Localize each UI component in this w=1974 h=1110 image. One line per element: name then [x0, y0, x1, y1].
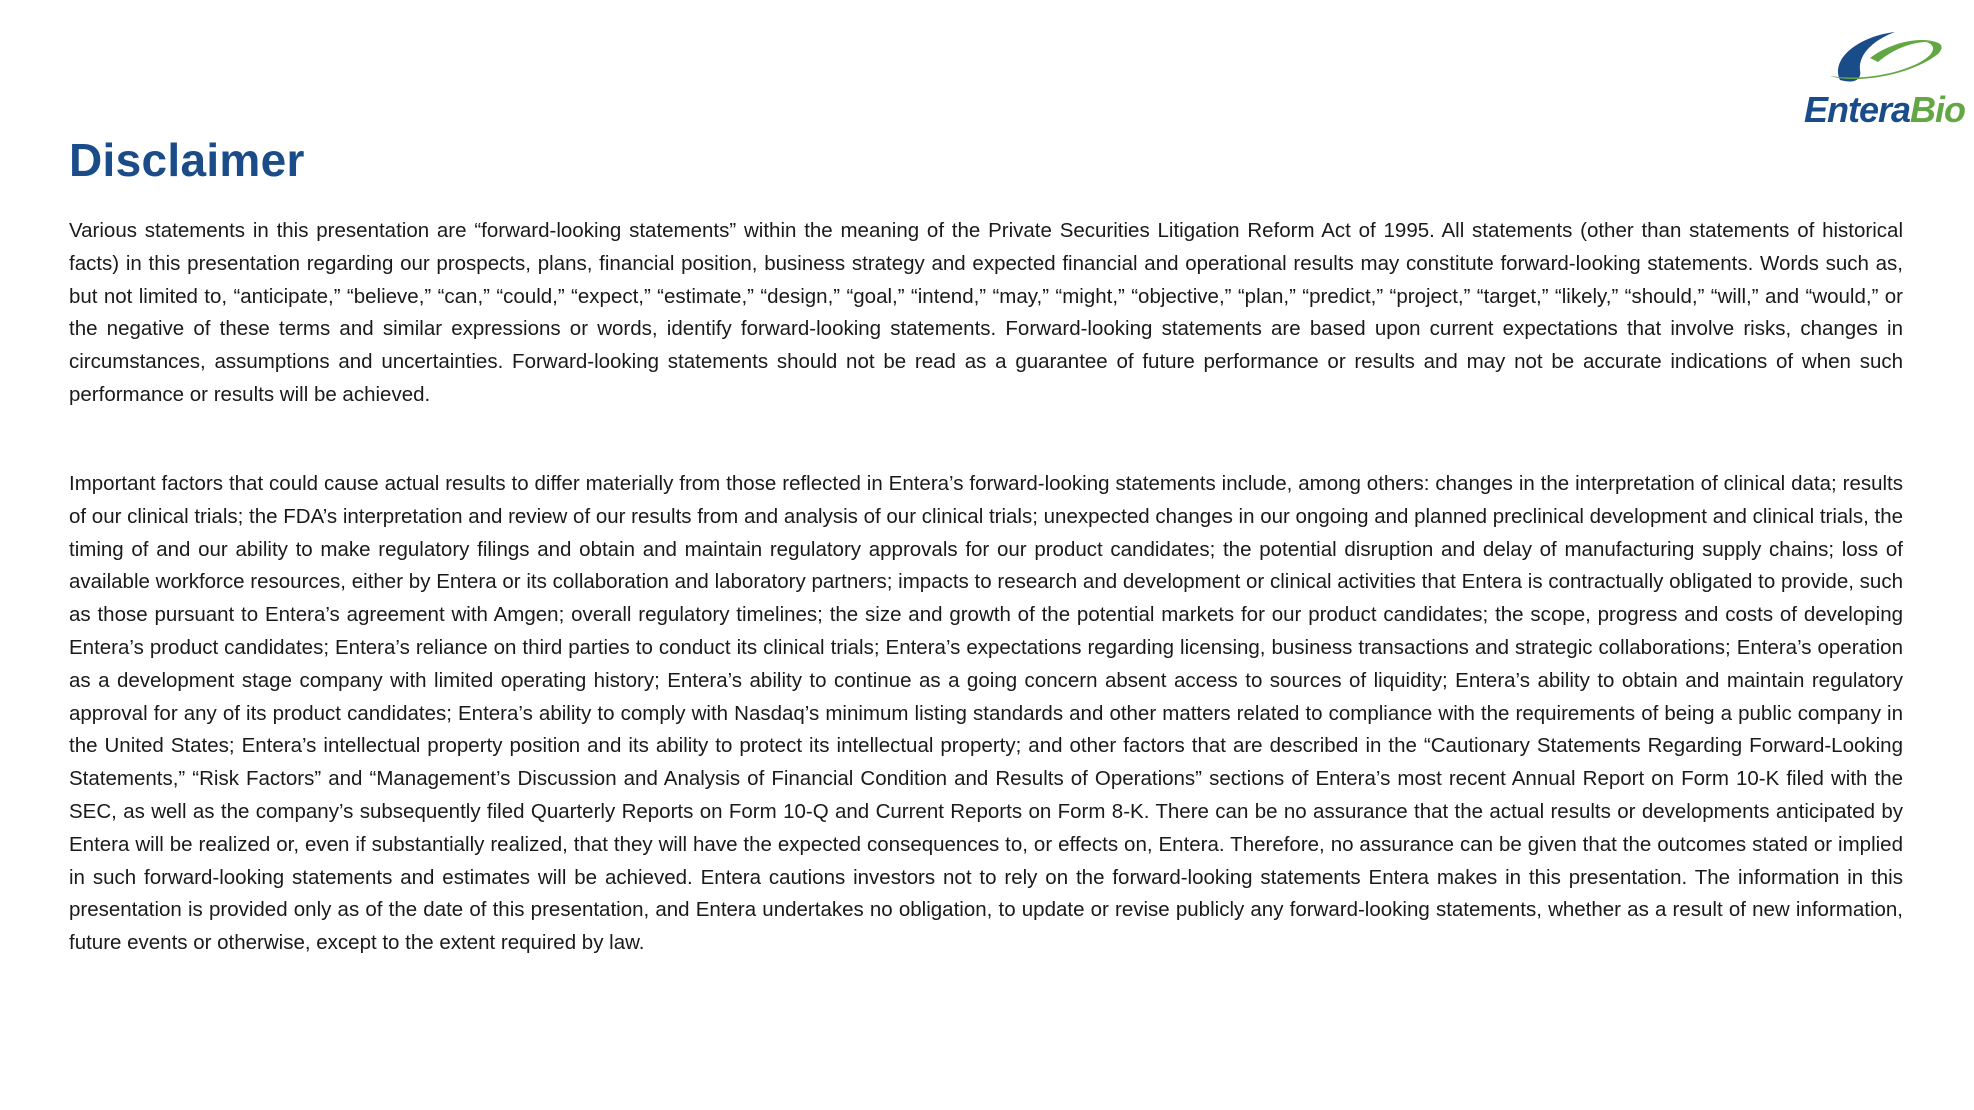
disclaimer-paragraph-1: Various statements in this presentation are “forward-looking statements” within the meaning of the Private Securities Litigation Reform Act of 1995. All statements (other than statements of historical facts) in this presentation regarding our prospects, plans, financial position, business strategy and expected financial and operational results may constitute forward-looking statements. Words such as, but not limited to, “anticipate,” “believe,” “can,” “could,” “expect,” “estimate,” “design,” “goal,” “intend,” “may,” “might,” “objective,” “plan,” “predict,” “project,” “target,” “likely,” “should,” “will,” and “would,” or the negative of these terms and similar expressions or words, identify forward-looking statements. Forward-looking statements are based upon current expectations that involve risks, changes in circumstances, assumptions and uncertainties. Forward-looking statements should not be read as a guarantee of future performance or results and may not be accurate indications of when such performance or results will be achieved.: [69, 219, 1903, 406]
slide-title: Disclaimer: [69, 134, 305, 186]
logo-wordmark: [1800, 90, 1965, 130]
logo-text-bio: Bio: [1910, 89, 1965, 130]
logo-text-entera: Entera: [1803, 89, 1910, 130]
disclaimer-paragraph-2: Important factors that could cause actual results to differ materially from those reflected in Entera’s forward-looking statements include, among others: changes in the interpretation of clinical data; results of our clinical trials; the FDA’s interpretation and review of our results from and analysis of our clinical trials; unexpected changes in our ongoing and planned preclinical development and clinical trials, the timing of and our ability to make regulatory filings and obtain and maintain regulatory approvals for our product candidates; the potential disruption and delay of manufacturing supply chains; loss of available workforce resources, either by Entera or its collaboration and laboratory partners; impacts to research and development or clinical activities that Entera is contractually obligated to provide, such as those pursuant to Entera’s agreement with Amgen; overall regulatory timelines; the size and growth of the potential markets for our product candidates; the scope, progress and costs of developing Entera’s product candidates; Entera’s reliance on third parties to conduct its clinical trials; Entera’s expectations regarding licensing, business transactions and strategic collaborations; Entera’s operation as a development stage company with limited operating history; Entera’s ability to continue as a going concern absent access to sources of liquidity; Entera’s ability to obtain and maintain regulatory approval for any of its product candidates; Entera’s ability to comply with Nasdaq’s minimum listing standards and other matters related to compliance with the requirements of being a public company in the United States; Entera’s intellectual property position and its ability to protect its intellectual property; and other factors that are described in the “Cautionary Statements Regarding Forward-Looking Statements,” “Risk Factors” and “Management’s Discussion and Analysis of Financial Condition and Results of Operations” sections of Entera’s most recent Annual Report on Form 10-K filed with the SEC, as well as the company’s subsequently filed Quarterly Reports on Form 10-Q and Current Reports on Form 8-K. There can be no assurance that the actual results or developments anticipated by Entera will be realized or, even if substantially realized, that they will have the expected consequences to, or effects on, Entera. Therefore, no assurance can be given that the outcomes stated or implied in such forward-looking statements and estimates will be achieved. Entera cautions investors not to rely on the forward-looking statements Entera makes in this presentation. The information in this presentation is provided only as of the date of this presentation, and Entera undertakes no obligation, to update or revise publicly any forward-looking statements, whether as a result of new information, future events or otherwise, except to the extent required by law.: [69, 472, 1903, 955]
entera-bio-logo: [1800, 18, 1965, 128]
